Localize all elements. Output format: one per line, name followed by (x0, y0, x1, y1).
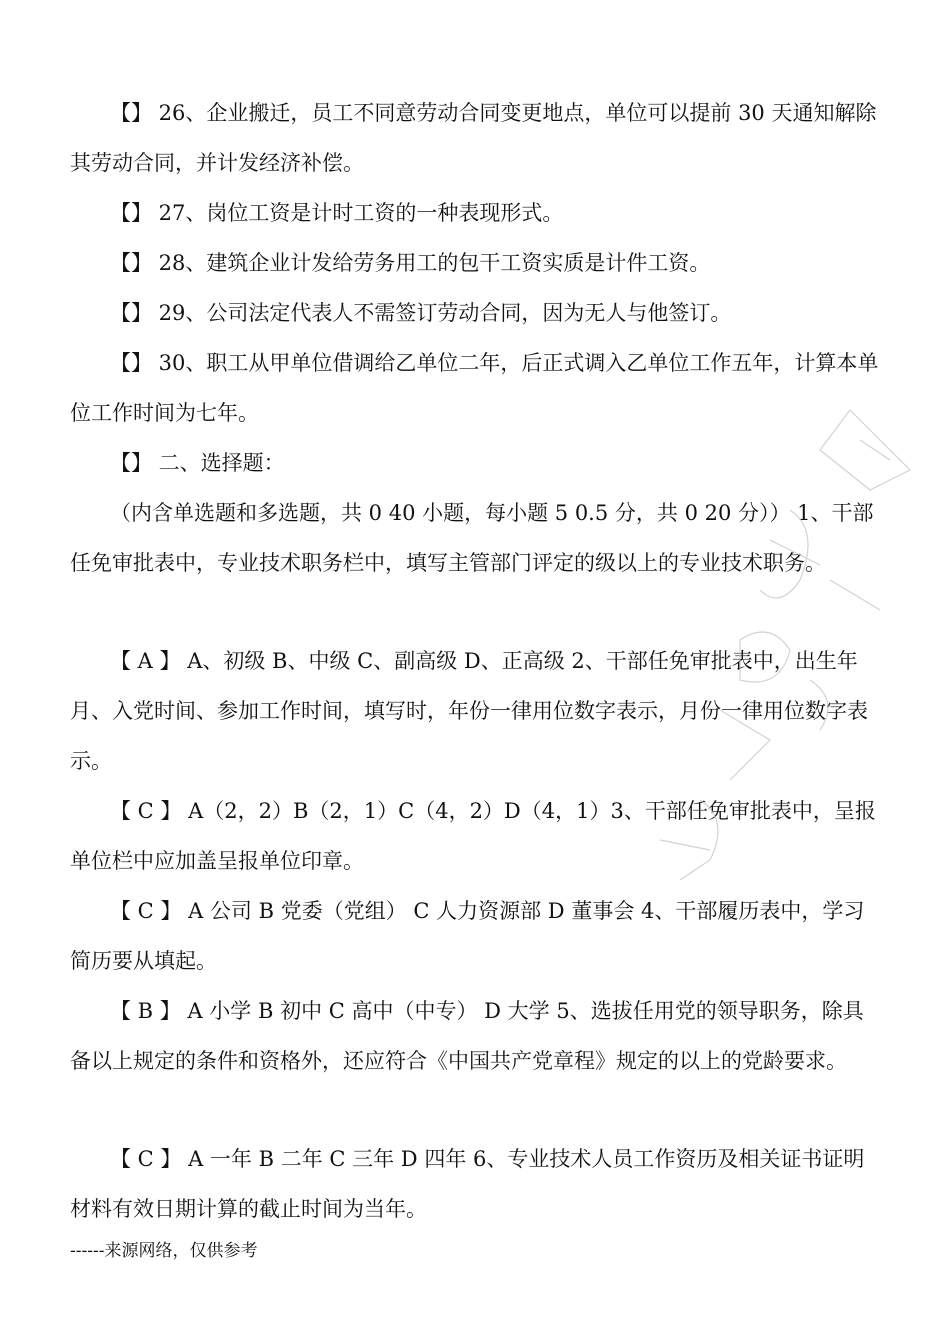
paragraph-q30: 【】 30、职工从甲单位借调给乙单位二年，后正式调入乙单位工作五年，计算本单位工作时间为七年。 (70, 351, 879, 425)
paragraph-choice-1: 【 A 】 A、初级 B、中级 C、副高级 D、正高级 2、干部任免审批表中，出生年月、入党时间、参加工作时间，填写时，年份一律用位数字表示，月份一律用位数字表示。 (70, 649, 868, 773)
paragraph-choice-3: 【 C 】 A 公司 B 党委（党组） C 人力资源部 D 董事会 4、干部履历表中，学习简历要从填起。 (70, 899, 865, 973)
paragraph-choice-intro: （内含单选题和多选题，共 0 40 小题，每小题 5 0.5 分，共 0 20 分）） 1、干部任免审批表中，专业技术职务栏中，填写主管部门评定的级以上的专业技术职务。 (70, 501, 874, 575)
paragraph-q28: 【】 28、建筑企业计发给劳务用工的包干工资实质是计件工资。 (110, 251, 711, 275)
paragraph-q26: 【】 26、企业搬迁，员工不同意劳动合同变更地点，单位可以提前 30 天通知解除其劳动合同，并计发经济补偿。 (70, 101, 877, 175)
paragraph-choice-4: 【 B 】 A 小学 B 初中 C 高中（中专） D 大学 5、选拔任用党的领导职务，除具备以上规定的条件和资格外，还应符合《中国共产党章程》规定的以上的党龄要求。 (70, 999, 864, 1073)
paragraph-q27: 【】 27、岗位工资是计时工资的一种表现形式。 (110, 201, 564, 225)
paragraph-q29: 【】 29、公司法定代表人不需签订劳动合同，因为无人与他签订。 (110, 301, 732, 325)
footer-note: ------来源网络，仅供参考 (70, 1241, 258, 1261)
paragraph-choice-5: 【 C 】 A 一年 B 二年 C 三年 D 四年 6、专业技术人员工作资历及相关证书证明材料有效日期计算的截止时间为当年。 (70, 1147, 865, 1221)
paragraph-choice-2: 【 C 】 A（2，2）B（2，1）C（4，2）D（4，1）3、干部任免审批表中，呈报单位栏中应加盖呈报单位印章。 (70, 799, 876, 873)
section-heading: 【】 二、选择题： (110, 451, 285, 475)
